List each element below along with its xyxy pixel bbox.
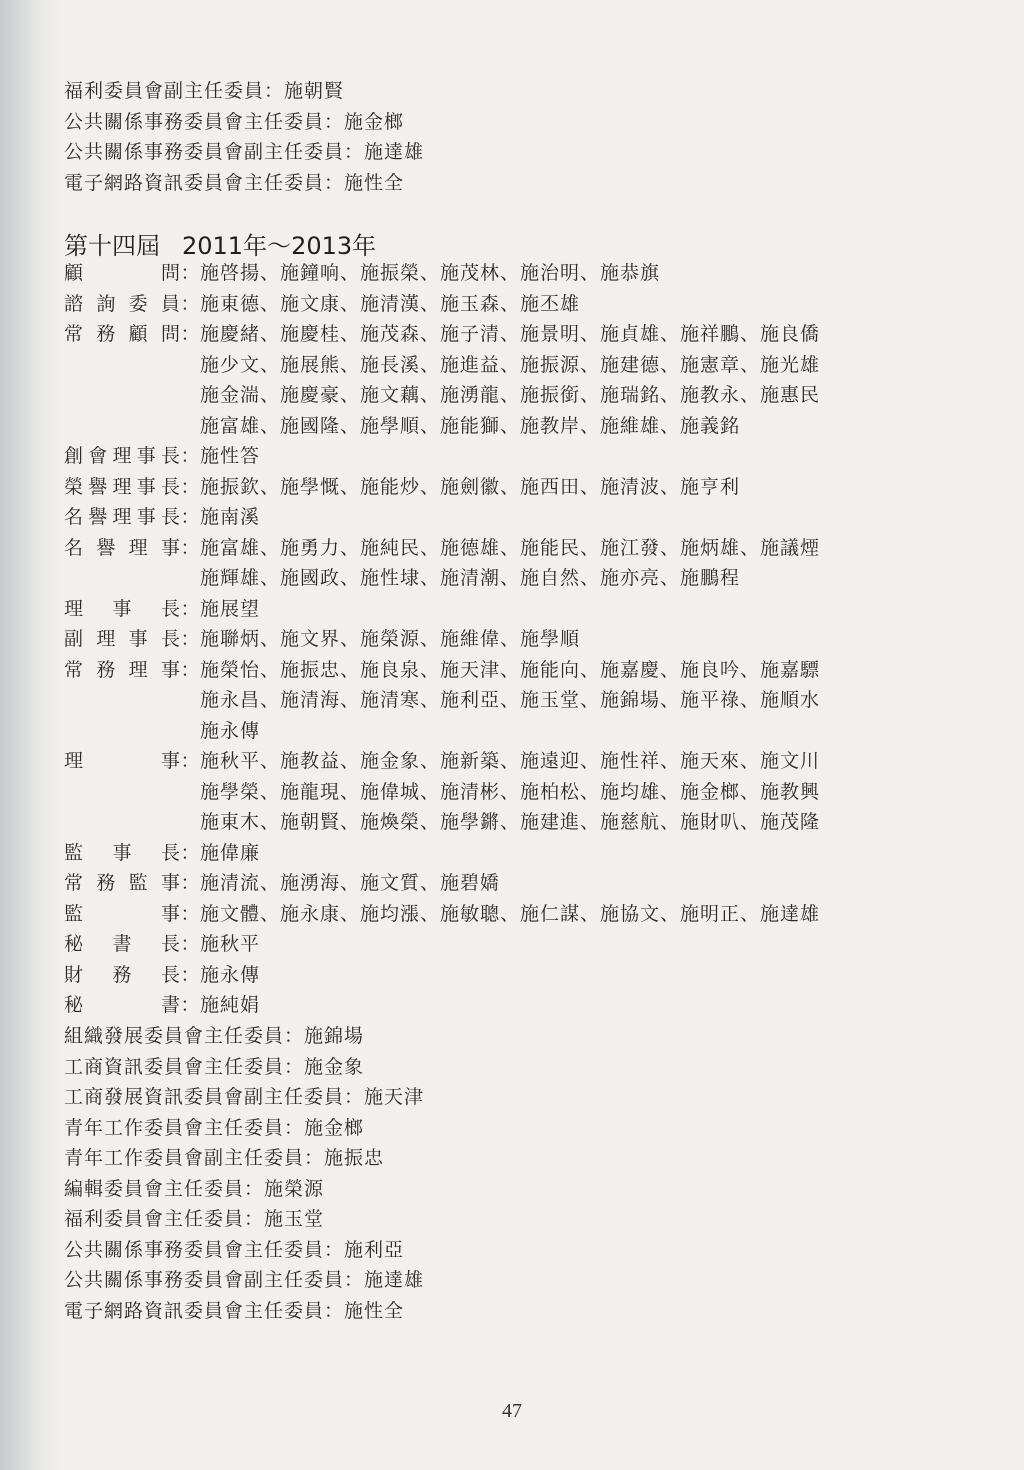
page-number: 47 [502, 1400, 522, 1422]
role-names-continued: 施少文、施展熊、施長溪、施進益、施振源、施建德、施憲章、施光雄 [200, 353, 821, 376]
committee-line: 工商資訊委員會主任委員：施金象 [64, 1056, 365, 1078]
role-names-continued: 施永傳 [200, 719, 261, 742]
role-names-continued: 施富雄、施國隆、施學順、施能獅、施教岸、施維雄、施義銘 [200, 414, 741, 437]
committee-line: 工商發展資訊委員會副主任委員：施天津 [64, 1086, 425, 1108]
role-names: 施清流、施湧海、施文質、施碧嬌 [200, 872, 501, 894]
role-label: 秘 書 長 [64, 933, 180, 955]
role-label: 常 務 監 事 [64, 872, 180, 894]
binding-shadow [0, 0, 60, 1470]
role-names: 施南溪 [200, 506, 261, 528]
role-label: 理 事 [64, 750, 180, 772]
role-label: 諮 詢 委 員 [64, 292, 180, 315]
committee-line: 青年工作委員會副主任委員：施振忠 [64, 1147, 385, 1169]
role-colon: ： [180, 628, 200, 650]
role-entry [64, 319, 944, 349]
role-entry [64, 258, 944, 288]
committee-line: 電子網路資訊委員會主任委員：施性全 [64, 1300, 405, 1322]
role-names: 施秋平 [200, 933, 261, 955]
top-line: 公共關係事務委員會副主任委員：施達雄 [64, 141, 425, 163]
role-colon: ： [180, 506, 200, 528]
role-names: 施永傳 [200, 963, 261, 986]
role-label: 榮 譽 理 事 長 [64, 475, 180, 498]
role-label: 財 務 長 [64, 963, 180, 986]
role-names: 施秋平、施教益、施金象、施新築、施遠迎、施性祥、施天來、施文川 [200, 750, 821, 772]
role-names: 施富雄、施勇力、施純民、施德雄、施能民、施江發、施炳雄、施議煙 [200, 536, 821, 559]
role-names: 施慶緒、施慶桂、施茂森、施子清、施景明、施貞雄、施祥鵬、施良僑 [200, 323, 821, 345]
committee-line: 組織發展委員會主任委員：施錦場 [64, 1025, 365, 1047]
role-names: 施榮怡、施振忠、施良泉、施天津、施能向、施嘉慶、施良吟、施嘉驃 [200, 658, 821, 681]
role-label: 副 理 事 長 [64, 628, 180, 650]
role-label: 顧 問 [64, 262, 180, 284]
role-colon: ： [180, 902, 200, 925]
role-colon: ： [180, 963, 200, 986]
role-names-continued: 施輝雄、施國政、施性埭、施清潮、施自然、施亦亮、施鵬程 [200, 567, 741, 589]
role-entry [64, 289, 944, 319]
role-entry [64, 533, 944, 563]
role-entry [64, 594, 944, 624]
top-line: 福利委員會副主任委員：施朝賢 [64, 80, 345, 102]
role-names-continued: 施學榮、施龍現、施偉城、施清彬、施柏松、施均雄、施金榔、施教興 [200, 780, 821, 803]
role-colon: ： [180, 597, 200, 620]
role-entry [64, 990, 944, 1020]
role-entry [64, 838, 944, 868]
role-entry [64, 441, 944, 471]
role-entry [64, 960, 944, 990]
role-colon: ： [180, 536, 200, 559]
role-names: 施啓揚、施鐘响、施振榮、施茂林、施治明、施恭旗 [200, 262, 661, 284]
top-line: 公共關係事務委員會主任委員：施金榔 [64, 111, 405, 133]
role-colon: ： [180, 872, 200, 894]
committee-line: 福利委員會主任委員：施玉堂 [64, 1208, 325, 1230]
role-colon: ： [180, 445, 200, 467]
role-label: 創 會 理 事 長 [64, 445, 180, 467]
role-entry [64, 929, 944, 959]
role-names: 施純娟 [200, 994, 261, 1016]
role-names: 施性答 [200, 445, 261, 467]
role-colon: ： [180, 841, 200, 864]
role-names: 施聯炳、施文界、施榮源、施維偉、施學順 [200, 628, 581, 650]
role-names: 施振欽、施學慨、施能炒、施劍徽、施西田、施清波、施亨利 [200, 475, 741, 498]
role-entry [64, 655, 944, 685]
role-label: 理 事 長 [64, 597, 180, 620]
role-label: 名 譽 理 事 [64, 536, 180, 559]
role-entry [64, 746, 944, 776]
role-colon: ： [180, 323, 200, 345]
role-label: 秘 書 [64, 994, 180, 1016]
role-entry [64, 502, 944, 532]
term-label: 第十四屆 [64, 232, 160, 260]
role-label: 名 譽 理 事 長 [64, 506, 180, 528]
role-entry [64, 624, 944, 654]
committee-line: 公共關係事務委員會主任委員：施利亞 [64, 1239, 405, 1261]
role-names-continued: 施金湍、施慶豪、施文藕、施湧龍、施振銜、施瑞銘、施教永、施惠民 [200, 384, 821, 406]
role-label: 監 事 [64, 902, 180, 925]
role-names: 施偉廉 [200, 841, 261, 864]
role-names: 施東德、施文康、施清漢、施玉森、施丕雄 [200, 292, 581, 315]
committee-line: 公共關係事務委員會副主任委員：施達雄 [64, 1269, 425, 1291]
role-colon: ： [180, 933, 200, 955]
role-names-continued: 施東木、施朝賢、施煥榮、施學鏘、施建進、施慈航、施財叭、施茂隆 [200, 811, 821, 833]
role-colon: ： [180, 658, 200, 681]
role-entry [64, 868, 944, 898]
committee-line: 青年工作委員會主任委員：施金榔 [64, 1117, 365, 1139]
role-entry [64, 899, 944, 929]
role-colon: ： [180, 750, 200, 772]
role-entry [64, 472, 944, 502]
role-colon: ： [180, 475, 200, 498]
role-label: 常 務 顧 問 [64, 323, 180, 345]
top-line: 電子網路資訊委員會主任委員：施性全 [64, 172, 405, 194]
role-label: 常 務 理 事 [64, 658, 180, 681]
committee-line: 編輯委員會主任委員：施榮源 [64, 1178, 325, 1200]
role-colon: ： [180, 994, 200, 1016]
role-names: 施展望 [200, 597, 261, 620]
term-years: 2011年～2013年 [182, 232, 377, 260]
role-label: 監 事 長 [64, 841, 180, 864]
role-colon: ： [180, 292, 200, 315]
role-colon: ： [180, 262, 200, 284]
role-names-continued: 施永昌、施清海、施清寒、施利亞、施玉堂、施錦場、施平祿、施順水 [200, 689, 821, 711]
role-names: 施文體、施永康、施均漲、施敏聰、施仁謀、施協文、施明正、施達雄 [200, 902, 821, 925]
